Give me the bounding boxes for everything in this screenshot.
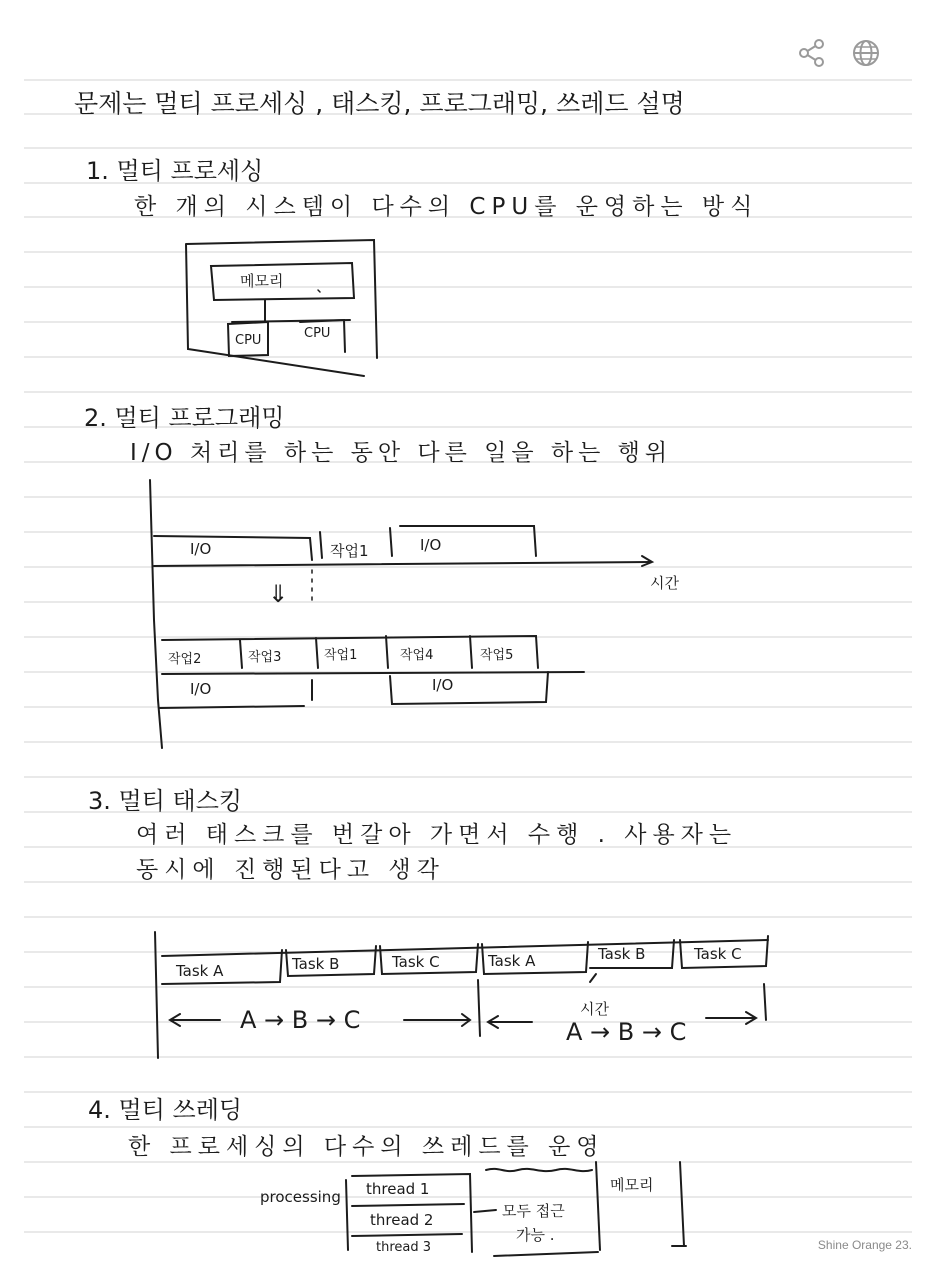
shared-access-label-2: 가능 . — [516, 1226, 555, 1244]
thread-1: thread 1 — [366, 1180, 430, 1198]
bottom-io-1: I/O — [190, 680, 212, 698]
section2-heading: 2. 멀티 프로그래밍 — [84, 404, 285, 432]
job-3: 작업3 — [248, 650, 282, 665]
top-io-2: I/O — [420, 536, 442, 554]
memory-label-2: 메모리 — [610, 1176, 654, 1194]
job-2: 작업2 — [168, 652, 202, 667]
time-label-2: 시간 — [580, 1000, 609, 1018]
down-arrow-icon: ⇓ — [268, 580, 289, 608]
task-b-2: Task B — [598, 945, 646, 963]
bottom-io-2: I/O — [432, 676, 454, 694]
task-b-1: Task B — [292, 955, 340, 973]
time-label: 시간 — [650, 574, 679, 592]
section3-heading: 3. 멀티 태스킹 — [88, 787, 243, 815]
section4-heading: 4. 멀티 쓰레딩 — [88, 1096, 243, 1124]
shared-access-label: 모두 접근 — [502, 1202, 565, 1220]
sequence-left: A → B → C — [240, 1006, 361, 1034]
cpu-label-2: CPU — [304, 326, 331, 341]
top-job-1: 작업1 — [330, 542, 369, 560]
job-1: 작업1 — [324, 648, 358, 663]
section4-description: 한 프로세싱의 다수의 쓰레드를 운영 — [128, 1134, 605, 1160]
memory-label: 메모리 — [240, 272, 284, 290]
section1-description: 한 개의 시스템이 다수의 CPU를 운영하는 방식 — [134, 194, 759, 220]
job-4: 작업4 — [400, 648, 434, 663]
job-5: 작업5 — [480, 648, 514, 663]
cpu-label-1: CPU — [235, 333, 262, 348]
section2-description: I/O 처리를 하는 동안 다른 일을 하는 행위 — [130, 440, 673, 466]
top-io-1: I/O — [190, 540, 212, 558]
task-a-1: Task A — [176, 962, 224, 980]
section3-description-2: 동시에 진행된다고 생각 — [136, 857, 445, 883]
task-a-2: Task A — [488, 952, 536, 970]
sequence-right: A → B → C — [566, 1018, 687, 1046]
task-c-1: Task C — [392, 953, 440, 971]
thread-3: thread 3 — [376, 1240, 432, 1255]
thread-2: thread 2 — [370, 1211, 434, 1229]
note-title: 문제는 멀티 프로세싱 , 태스킹, 프로그래밍, 쓰레드 설명 — [74, 89, 685, 118]
processing-label: processing — [260, 1188, 341, 1206]
section1-heading: 1. 멀티 프로세싱 — [86, 157, 264, 185]
task-c-2: Task C — [694, 945, 742, 963]
footer-signature: Shine Orange 23. — [817, 1238, 912, 1252]
section3-description-1: 여러 태스크를 번갈아 가면서 수행 . 사용자는 — [136, 822, 738, 848]
